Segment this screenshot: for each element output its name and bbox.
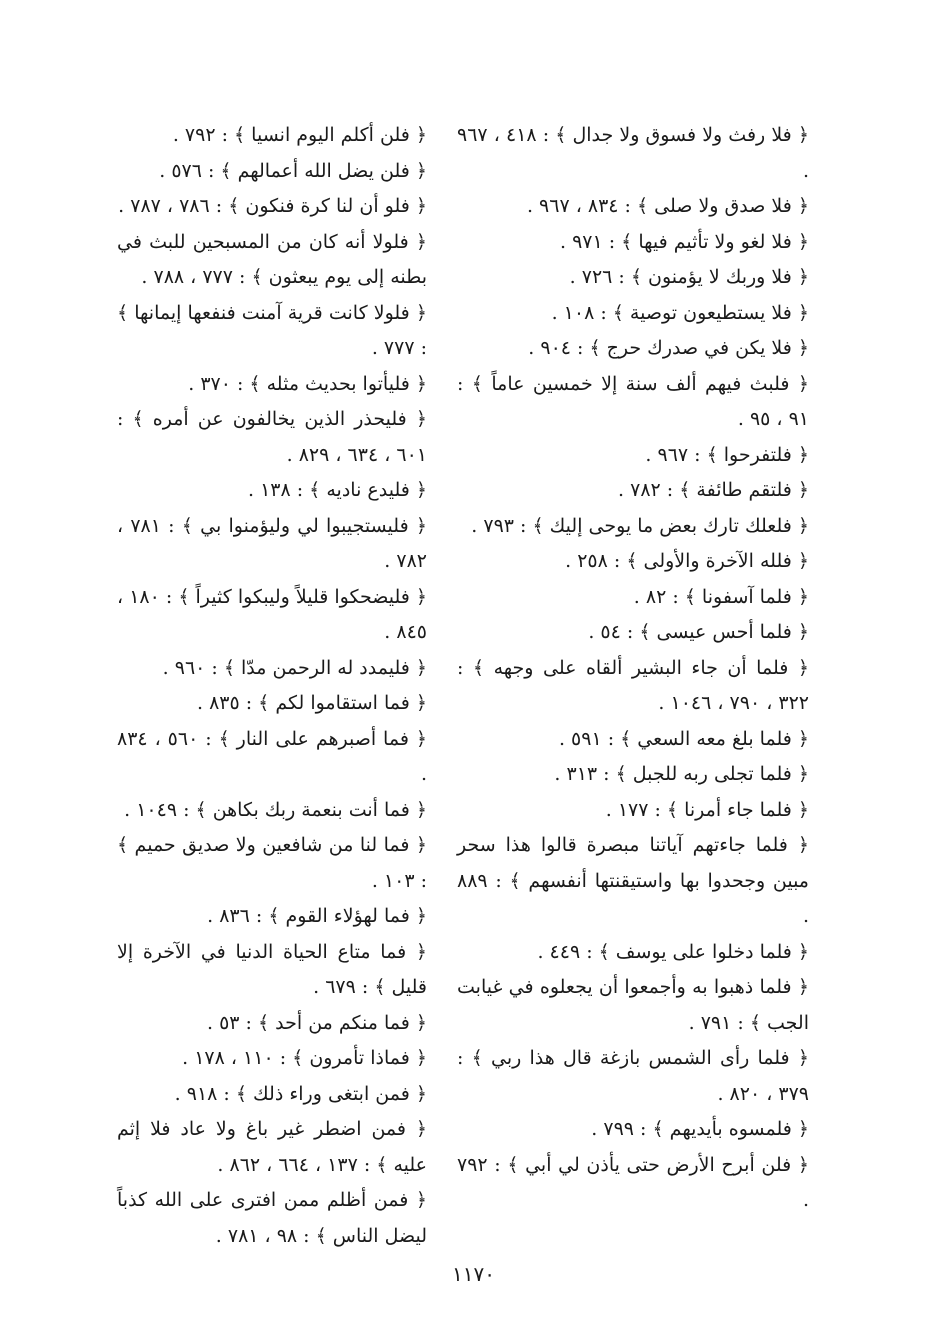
index-entry: ﴿ فلما جاءتهم آياتنا مبصرة قالوا هذا سحر مبين وجحدوا بها واستيقنتها أنفسهم ﴾ : ٨٨٩ . bbox=[457, 834, 809, 927]
index-entry: ﴿ فلما رأى الشمس بازغة قال هذا ربي ﴾ : ٣٧٩ ، ٨٢٠ . bbox=[457, 1047, 809, 1105]
index-entry: ﴿ فلما آسفونا ﴾ : ٨٢ . bbox=[633, 585, 809, 608]
right-column bbox=[457, 118, 809, 1219]
index-entry: ﴿ فماذا تأمرون ﴾ : ١١٠ ، ١٧٨ . bbox=[182, 1047, 427, 1069]
index-entry: ﴿ فلا يكن في صدرك حرج ﴾ : ٩٠٤ . bbox=[528, 337, 809, 359]
index-entry: ﴿ فلا لغو ولا تأثيم فيها ﴾ : ٩٧١ . bbox=[559, 230, 809, 253]
index-entry: ﴿ فلا يستطيعون توصية ﴾ : ١٠٨ . bbox=[551, 301, 809, 324]
index-entry: ﴿ فلن أكلم اليوم انسيا ﴾ : ٧٩٢ . bbox=[172, 124, 427, 146]
index-entry: ﴿ فلله الآخرة والأولى ﴾ : ٢٥٨ . bbox=[565, 550, 809, 572]
index-entry: ﴿ فلولا كانت قرية آمنت فنفعها إيمانها ﴾ : ٧٧٧ . bbox=[117, 301, 427, 359]
index-entry: ﴿ فمن أظلم ممن افترى على الله كذباً ليضل الناس ﴾ : ٩٨ ، ٧٨١ . bbox=[117, 1189, 427, 1247]
index-entry: ﴿ فما أصبرهم على النار ﴾ : ٥٦٠ ، ٨٣٤ . bbox=[117, 727, 427, 785]
index-entry: ﴿ فلما أحس عيسى ﴾ : ٥٤ . bbox=[588, 621, 809, 643]
page-number: ١١٧٠ bbox=[452, 1262, 495, 1286]
index-entry: ﴿ فمن ابتغى وراء ذلك ﴾ : ٩١٨ . bbox=[174, 1082, 427, 1105]
index-entry: ﴿ فليمدد له الرحمن مدّا ﴾ : ٩٦٠ . bbox=[162, 656, 427, 679]
index-entry: ﴿ فما منكم من أحد ﴾ : ٥٣ . bbox=[206, 1011, 427, 1034]
index-entry: ﴿ فليضحكوا قليلاً وليبكوا كثيراً ﴾ : ١٨٠ ، ٨٤٥ . bbox=[117, 585, 427, 643]
index-entry: ﴿ فلا صدق ولا صلى ﴾ : ٨٣٤ ، ٩٦٧ . bbox=[526, 195, 809, 217]
index-entry: ﴿ فليحذر الذين يخالفون عن أمره ﴾ : ٦٠١ ، ٦٣٤ ، ٨٢٩ . bbox=[117, 408, 427, 466]
index-entry: ﴿ فما استقاموا لكم ﴾ : ٨٣٥ . bbox=[196, 692, 427, 714]
index-entry: ﴿ فلما بلغ معه السعي ﴾ : ٥٩١ . bbox=[558, 727, 809, 750]
index-entry: ﴿ فليأتوا بحديث مثله ﴾ : ٣٧٠ . bbox=[188, 372, 427, 395]
index-entry: ﴿ فلن يضل الله أعمالهم ﴾ : ٥٧٦ . bbox=[159, 159, 427, 182]
index-entry: ﴿ فلعلك تارك بعض ما يوحى إليك ﴾ : ٧٩٣ . bbox=[471, 514, 809, 537]
left-column bbox=[117, 118, 427, 1254]
index-entry: ﴿ فلما ذهبوا به وأجمعوا أن يجعلوه في غيابت الجب ﴾ : ٧٩١ . bbox=[457, 976, 809, 1034]
index-entry: ﴿ فما أنت بنعمة ربك بكاهن ﴾ : ١٠٤٩ . bbox=[124, 798, 427, 821]
index-entry: ﴿ فلا رفث ولا فسوق ولا جدال ﴾ : ٤١٨ ، ٩٦٧ . bbox=[457, 124, 809, 182]
index-entry: ﴿ فمن اضطر غير باغ ولا عاد فلا إثم عليه ﴾ : ١٣٧ ، ٦٦٤ ، ٨٦٢ . bbox=[117, 1118, 427, 1176]
index-entry: ﴿ فلولا أنه كان من المسبحين للبث في بطنه إلى يوم يبعثون ﴾ : ٧٧٧ ، ٧٨٨ . bbox=[117, 230, 427, 288]
index-entry: ﴿ فلما أن جاء البشير ألقاه على وجهه ﴾ : ٣٢٢ ، ٧٩٠ ، ١٠٤٦ . bbox=[457, 656, 809, 714]
index-entry: ﴿ فليستجيبوا لي وليؤمنوا بي ﴾ : ٧٨١ ، ٧٨٢ . bbox=[117, 514, 427, 572]
index-entry: ﴿ فلما دخلوا على يوسف ﴾ : ٤٤٩ . bbox=[537, 940, 809, 963]
index-entry: ﴿ فما متاع الحياة الدنيا في الآخرة إلا قليل ﴾ : ٦٧٩ . bbox=[117, 940, 427, 998]
index-entry: ﴿ فما لنا من شافعين ولا صديق حميم ﴾ : ١٠٣ . bbox=[117, 834, 427, 892]
index-entry: ﴿ فما لهؤلاء القوم ﴾ : ٨٣٦ . bbox=[207, 905, 427, 927]
index-entry: ﴿ فلتفرحوا ﴾ : ٩٦٧ . bbox=[645, 443, 809, 466]
index-entry: ﴿ فلا وربك لا يؤمنون ﴾ : ٧٢٦ . bbox=[569, 266, 809, 288]
index-entry: ﴿ فلما تجلى ربه للجبل ﴾ : ٣١٣ . bbox=[554, 763, 809, 785]
index-entry: ﴿ فلمسوه بأيديهم ﴾ : ٧٩٩ . bbox=[591, 1118, 809, 1140]
index-entry: ﴿ فلبث فيهم ألف سنة إلا خمسين عاماً ﴾ : ٩١ ، ٩٥ . bbox=[457, 372, 809, 430]
index-entry: ﴿ فلن أبرح الأرض حتى يأذن لي أبي ﴾ : ٧٩٢ . bbox=[457, 1153, 809, 1211]
index-entry: ﴿ فلما جاء أمرنا ﴾ : ١٧٧ . bbox=[605, 798, 809, 821]
index-entry: ﴿ فليدع ناديه ﴾ : ١٣٨ . bbox=[247, 479, 427, 501]
index-entry: ﴿ فلو أن لنا كرة فنكون ﴾ : ٧٨٦ ، ٧٨٧ . bbox=[118, 195, 427, 217]
index-entry: ﴿ فلتقم طائفة ﴾ : ٧٨٢ . bbox=[618, 479, 809, 501]
